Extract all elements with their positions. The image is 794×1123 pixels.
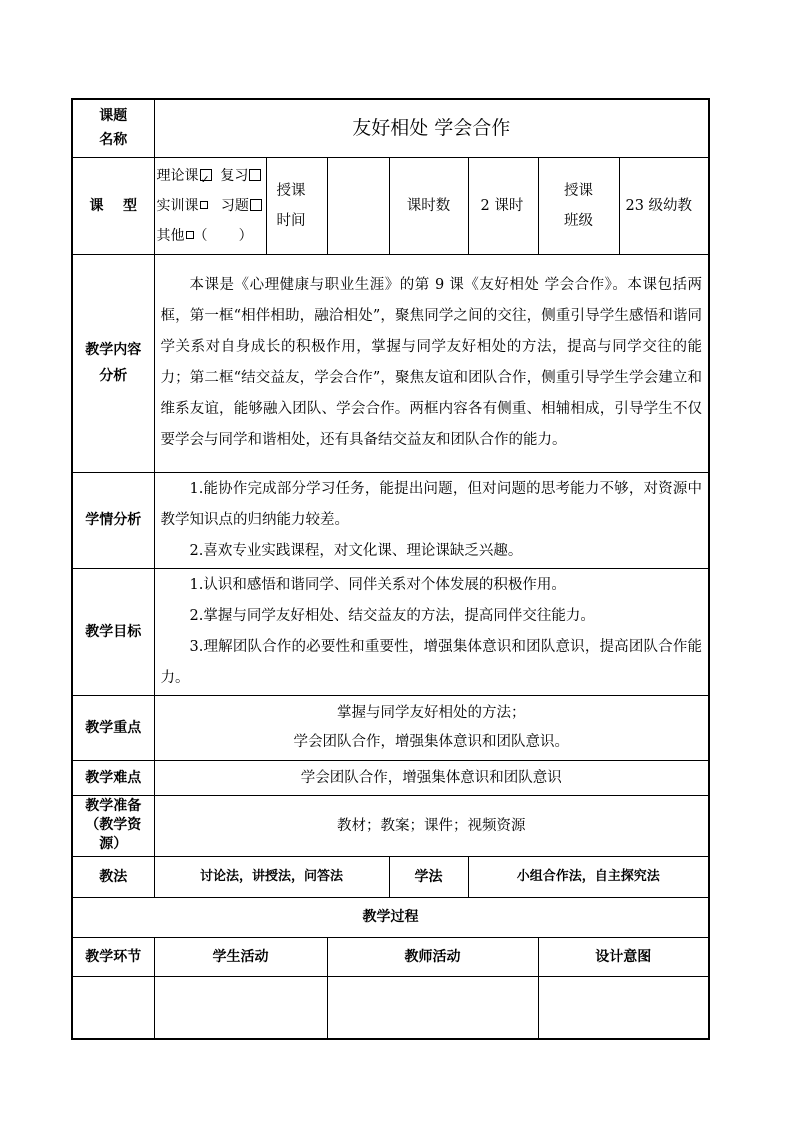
- key-points-cell: [154, 695, 709, 760]
- process-header-student: 学生活动: [154, 937, 327, 976]
- option-exercise: 习题: [220, 197, 249, 214]
- key-points-label: 教学重点: [72, 695, 154, 760]
- process-cell-student[interactable]: [154, 976, 327, 1039]
- learner-analysis-label: 学情分析: [72, 472, 154, 568]
- lesson-type-line3: [157, 221, 264, 251]
- process-title-row: [72, 897, 709, 937]
- lesson-type-line2: [157, 191, 264, 221]
- process-cell-intent[interactable]: [538, 976, 709, 1039]
- key-points-row: [72, 695, 709, 760]
- process-cell-stage[interactable]: [72, 976, 154, 1039]
- objectives-cell: [154, 568, 709, 695]
- option-review: 复习: [220, 167, 249, 184]
- preparation-text: 教材；教案；课件；视频资源: [154, 795, 709, 856]
- difficulties-text: 学会团队合作，增强集体意识和团队意识: [154, 760, 709, 795]
- process-header-row: [72, 937, 709, 976]
- content-analysis-text: 本课是《心理健康与职业生涯》的第 9 课《友好相处 学会合作》。本课包括两框，第一框“相伴相助，融洽相处”，聚焦同学之间的交往，侧重引导学生感悟和谐同学关系对自身成长的积极作用，掌握与同学友好相处的方法，提高与同学交往的能力；第二框“结交益友，学会合作”，聚焦友谊和团队合作，侧重引导学生学会建立和维系友谊，能够融入团队、学会合作。两框内容各有侧重、相辅相成，引导学生不仅要学会与同学和谐相处，还有具备结交益友和团队合作的能力。: [160, 277, 703, 448]
- teach-method-value: 讨论法，讲授法，问答法: [154, 856, 389, 897]
- learner-analysis-cell: [154, 472, 709, 568]
- option-theory: 理论课: [156, 167, 199, 184]
- class-value: 23 级幼教: [619, 157, 709, 254]
- teach-time-value: [327, 157, 389, 254]
- class-label: 授课 班级: [538, 157, 619, 254]
- option-other-paren: （ ）: [193, 227, 253, 244]
- checkbox-exercise-icon[interactable]: [250, 199, 262, 211]
- difficulties-row: [72, 760, 709, 795]
- preparation-label: 教学准备 （教学资 源）: [72, 795, 154, 856]
- process-title: 教学过程: [72, 897, 709, 937]
- checkbox-theory-checked-icon[interactable]: [200, 169, 212, 181]
- checkbox-review-icon[interactable]: [249, 169, 261, 181]
- key-point-line: 掌握与同学友好相处的方法；: [337, 704, 526, 721]
- hours-value: 2 课时: [468, 157, 538, 254]
- learner-analysis-item: 1.能协作完成部分学习任务，能提出问题，但对问题的思考能力不够，对资源中教学知识点的归纳能力较差。: [160, 480, 703, 528]
- learner-analysis-item: 2.喜欢专业实践课程，对文化课、理论课缺乏兴趣。: [189, 542, 523, 559]
- hours-label: 课时数: [389, 157, 468, 254]
- content-analysis-label: 教学内容 分析: [72, 254, 154, 472]
- learner-analysis-row: [72, 472, 709, 568]
- process-cell-teacher[interactable]: [327, 976, 538, 1039]
- objective-item: 1.认识和感悟和谐同学、同伴关系对个体发展的积极作用。: [189, 576, 566, 593]
- teach-time-label: 授课 时间: [266, 157, 327, 254]
- preparation-row: [72, 795, 709, 856]
- option-other: 其他: [156, 227, 185, 244]
- lesson-plan-sheet: [71, 98, 708, 1043]
- checkbox-other-icon[interactable]: [186, 231, 194, 239]
- course-title: 友好相处 学会合作: [154, 99, 709, 157]
- key-point-line: 学会团队合作，增强集体意识和团队意识。: [293, 733, 570, 750]
- option-practice: 实训课: [156, 197, 199, 214]
- course-title-row: [72, 99, 709, 157]
- lesson-type-options: [154, 157, 266, 254]
- objective-item: 3.理解团队合作的必要性和重要性，增强集体意识和团队意识，提高团队合作能力。: [160, 638, 703, 686]
- process-empty-row: [72, 976, 709, 1039]
- lesson-type-label: 课 型: [72, 157, 154, 254]
- teach-method-label: 教法: [72, 856, 154, 897]
- content-analysis-row: [72, 254, 709, 472]
- content-analysis-cell: [154, 254, 709, 472]
- process-header-teacher: 教师活动: [327, 937, 538, 976]
- process-header-stage: 教学环节: [72, 937, 154, 976]
- lesson-plan-table: [71, 98, 710, 1040]
- process-header-intent: 设计意图: [538, 937, 709, 976]
- lesson-type-line1: [157, 161, 264, 191]
- methods-row: [72, 856, 709, 897]
- objectives-label: 教学目标: [72, 568, 154, 695]
- objectives-row: [72, 568, 709, 695]
- course-title-label: 课题 名称: [72, 99, 154, 157]
- checkbox-practice-icon[interactable]: [200, 201, 208, 209]
- difficulties-label: 教学难点: [72, 760, 154, 795]
- learn-method-value: 小组合作法，自主探究法: [468, 856, 709, 897]
- objective-item: 2.掌握与同学友好相处、结交益友的方法，提高同伴交往能力。: [189, 607, 595, 624]
- lesson-type-row: [72, 157, 709, 254]
- learn-method-label: 学法: [389, 856, 468, 897]
